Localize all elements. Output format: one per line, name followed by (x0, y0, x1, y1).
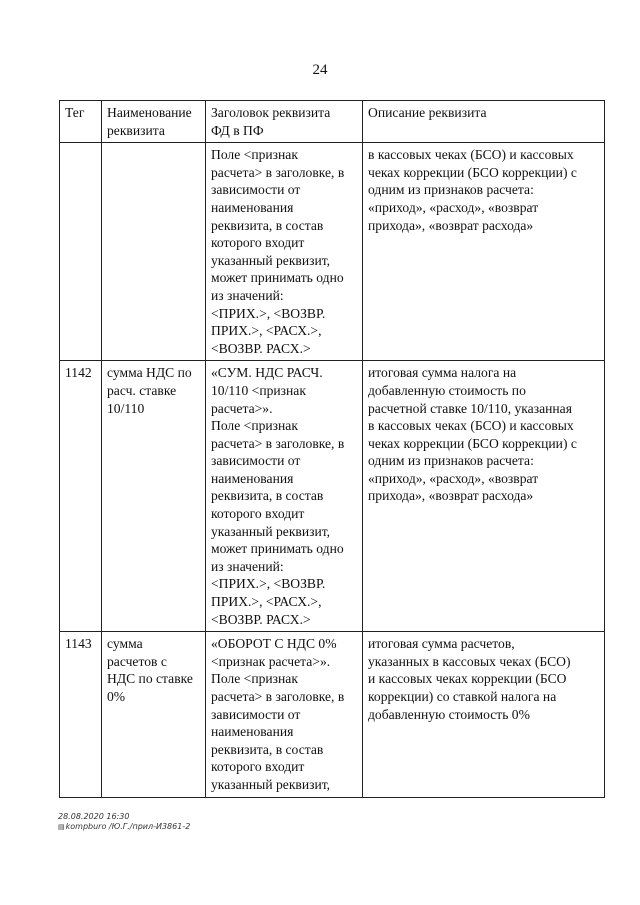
cell-name: сумма НДС по расч. ставке 10/110 (102, 361, 206, 632)
cell-name (102, 143, 206, 361)
page-number: 24 (312, 62, 328, 78)
cell-name: сумма расчетов с НДС по ставке 0% (102, 632, 206, 797)
document-icon: ▤ (58, 823, 65, 831)
cell-tag: 1142 (60, 361, 102, 632)
footer-timestamp: 28.08.2020 16:30 (58, 812, 130, 821)
footer (58, 812, 190, 832)
cell-description: итоговая сумма расчетов, указанных в кассовых чеках (БСО) и кассовых чеках коррекции (БСО коррекции) со ставкой налога на добавленную стоимость 0% (363, 632, 605, 797)
cell-heading: «ОБОРОТ С НДС 0% <признак расчета>». Поле <признак расчета> в заголовке, в зависимости от наименования реквизита, в состав которого входит указанный реквизит, (206, 632, 363, 797)
table-header-row (60, 101, 605, 143)
header-heading: Заголовок реквизита ФД в ПФ (206, 101, 363, 143)
header-name: Наименование реквизита (102, 101, 206, 143)
cell-description: в кассовых чеках (БСО) и кассовых чеках коррекции (БСО коррекции) с одним из признаков расчета: «приход», «расход», «возврат прихода», «возврат расхода» (363, 143, 605, 361)
header-description: Описание реквизита (363, 101, 605, 143)
footer-file: kompburo /Ю.Г./прил-И3861-2 (65, 822, 191, 831)
footer-file-line (58, 822, 190, 832)
cell-heading: «СУМ. НДС РАСЧ. 10/110 <признак расчета>». Поле <признак расчета> в заголовке, в зависимости от наименования реквизита, в состав которого входит указанный реквизит, может принимать одно из значений: <ПРИХ.>, <ВОЗВР. ПРИХ.>, <РАСХ.>, <ВОЗВР. РАСХ.> (206, 361, 363, 632)
cell-heading: Поле <признак расчета> в заголовке, в зависимости от наименования реквизита, в состав которого входит указанный реквизит, может принимать одно из значений: <ПРИХ.>, <ВОЗВР. ПРИХ.>, <РАСХ.>, <ВОЗВР. РАСХ.> (206, 143, 363, 361)
table-row (60, 632, 605, 797)
table-row (60, 143, 605, 361)
requisites-table (59, 100, 605, 798)
table-row (60, 361, 605, 632)
cell-tag: 1143 (60, 632, 102, 797)
header-tag: Тег (60, 101, 102, 143)
cell-description: итоговая сумма налога на добавленную стоимость по расчетной ставке 10/110, указанная в кассовых чеках (БСО) и кассовых чеках коррекции (БСО коррекции) с одним из признаков расчета: «приход», «расход», «возврат прихода», «возврат расхода» (363, 361, 605, 632)
cell-tag (60, 143, 102, 361)
